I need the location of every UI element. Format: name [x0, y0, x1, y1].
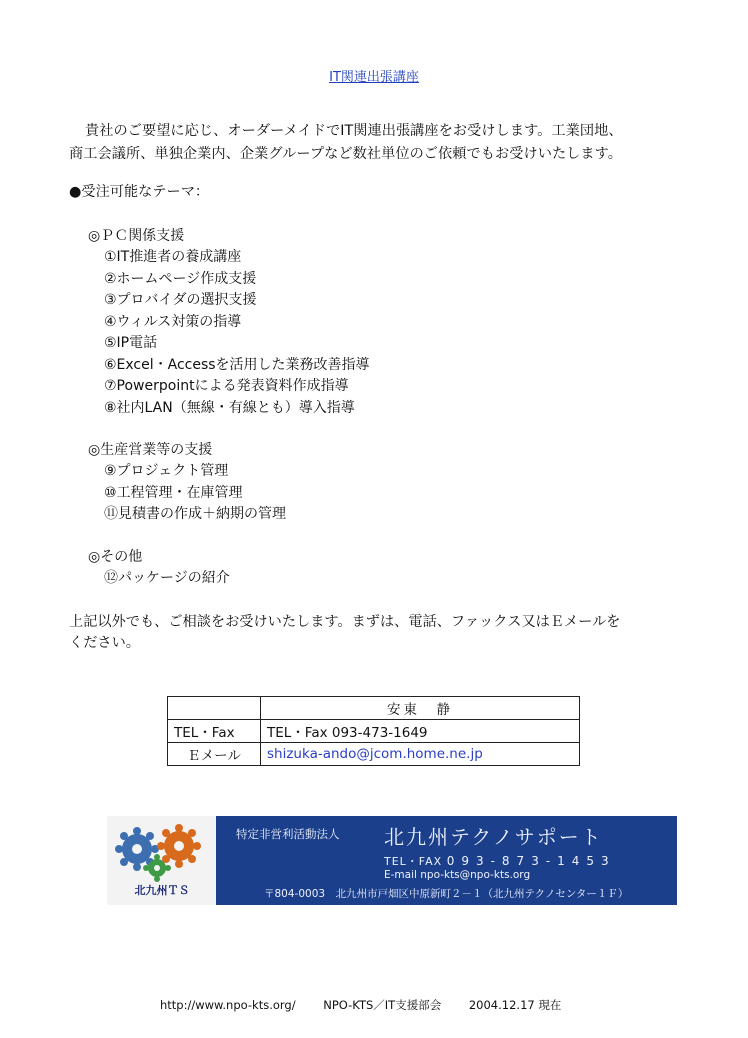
page-title: IT関連出張講座	[329, 70, 419, 85]
intro-paragraph	[69, 120, 709, 166]
contact-name: 安東 静	[261, 697, 580, 720]
table-row	[168, 720, 580, 743]
list-item: ⑥Excel・Accessを活用した業務改善指導	[104, 356, 370, 373]
table-cell-empty	[168, 697, 261, 720]
list-item: ②ホームページ作成支援	[104, 270, 257, 287]
closing-paragraph	[69, 612, 689, 654]
list-item: ⑪見積書の作成＋納期の管理	[104, 506, 286, 522]
email-cell	[261, 743, 580, 766]
group-title: ◎その他	[88, 549, 143, 565]
tel-value: TEL・Fax 093-473-1649	[261, 720, 580, 743]
table-row	[168, 697, 580, 720]
theme-group-pc	[88, 226, 370, 419]
list-item: ⑫パッケージの紹介	[104, 570, 230, 586]
theme-list	[88, 568, 230, 590]
org-tel-number: 093-873-1453	[446, 854, 616, 868]
org-email: E-mail npo-kts@npo-kts.org	[384, 869, 531, 881]
intro-line: 貴社のご要望に応じ、オーダーメイドでIT関連出張講座をお受けします。工業団地、	[85, 123, 623, 139]
org-tel	[384, 853, 616, 869]
org-tel-label: TEL・FAX	[384, 855, 443, 868]
intro-line: 商工会議所、単独企業内、企業グループなど数社単位のご依頼でもお受けいたします。	[69, 146, 622, 162]
group-title: ◎ＰＣ関係支援	[88, 228, 185, 244]
list-item: ⑤IP電話	[104, 335, 158, 351]
list-item: ⑦Powerpointによる発表資料作成指導	[104, 378, 349, 394]
org-address: 〒804-0003 北九州市戸畑区中原新町２－１（北九州テクノセンター１Ｆ）	[264, 888, 629, 900]
list-item: ⑨プロジェクト管理	[104, 463, 229, 479]
theme-list	[88, 247, 370, 419]
list-item: ④ウィルス対策の指導	[104, 313, 242, 330]
org-subtitle: 特定非営利活動法人	[236, 827, 340, 841]
closing-line: ください。	[69, 635, 140, 651]
gears-logo-icon	[107, 816, 217, 886]
tel-label: TEL・Fax	[168, 720, 261, 743]
footer-dept: NPO-KTS／IT支援部会	[323, 998, 442, 1012]
list-item: ③プロバイダの選択支援	[104, 292, 257, 308]
footer-url[interactable]: http://www.npo-kts.org/	[160, 998, 296, 1012]
group-title: ◎生産営業等の支援	[88, 442, 213, 458]
contact-table	[167, 696, 580, 766]
theme-group-other	[88, 547, 230, 590]
table-row	[168, 743, 580, 766]
logo-label: 北九州ＴＳ	[134, 884, 190, 897]
themes-heading: ●受注可能なテーマ：	[69, 184, 210, 200]
footer-date: 2004.12.17 現在	[468, 998, 562, 1012]
email-label: Ｅメール	[168, 743, 261, 766]
list-item: ①IT推進者の養成講座	[104, 249, 242, 265]
email-link[interactable]: shizuka-ando@jcom.home.ne.jp	[267, 746, 483, 762]
list-item: ⑧社内LAN（無線・有線とも）導入指導	[104, 399, 355, 416]
list-item: ⑩工程管理・在庫管理	[104, 484, 243, 501]
closing-line: 上記以外でも、ご相談をお受けいたします。まずは、電話、ファックス又はＥメールを	[69, 614, 621, 630]
org-logo	[107, 816, 217, 905]
org-name: 北九州テクノサポート	[384, 825, 603, 849]
org-banner	[216, 816, 677, 905]
theme-group-production	[88, 440, 286, 526]
footer	[160, 997, 561, 1013]
theme-list	[88, 461, 286, 526]
